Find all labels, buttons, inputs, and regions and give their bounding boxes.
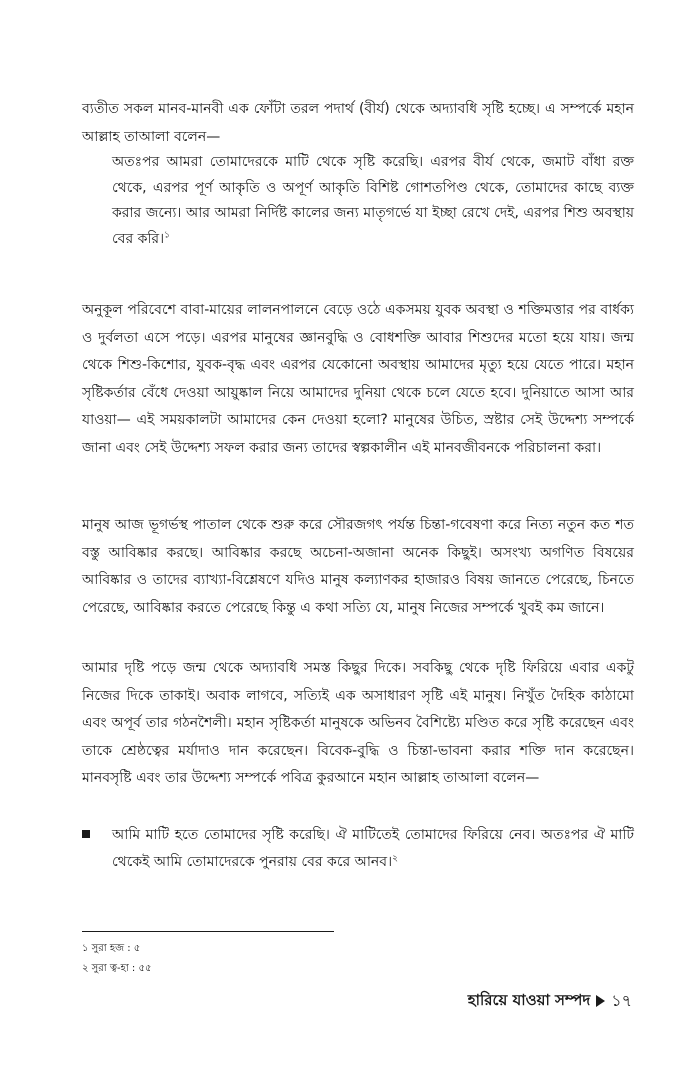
footnote-ref-2: ২ <box>392 853 398 864</box>
quote-1-text: অতঃপর আমরা তোমাদেরকে মাটি থেকে সৃষ্টি করেছি। এরপর বীর্য থেকে, জমাট বাঁধা রক্ত থেকে, এরপর পূর্ণ আকৃতি ও অপূর্ণ আকৃতি বিশিষ্ট গোশতপিণ্ড থেকে, তোমাদের কাছে ব্যক্ত করার জন্যে। আর আমরা নির্দিষ্ট কালের জন্য মাতৃগর্ভে যা ইচ্ছা রেখে দেই, এরপর শিশু অবস্থায় বের করি। <box>112 154 634 247</box>
triangle-right-icon <box>596 995 605 1007</box>
book-title: হারিয়ে যাওয়া সম্পদ <box>467 990 591 1009</box>
quote-2-text: আমি মাটি হতে তোমাদের সৃষ্টি করেছি। ঐ মাটিতেই তোমাদের ফিরিয়ে নেব। অতঃপর ঐ মাটি থেকেই আমি তোমাদেরকে পুনরায় বের করে আনব। <box>112 827 634 870</box>
footnote-2: ২ সুরা ত্ব-হা : ৫৫ <box>82 963 152 974</box>
paragraph-4: আমার দৃষ্টি পড়ে জন্ম থেকে অদ্যাবধি সমস্ত কিছুর দিকে। সবকিছু থেকে দৃষ্টি ফিরিয়ে এবার একটু নিজের দিকে তাকাই। অবাক লাগবে, সত্যিই এক অসাধারণ সৃষ্টি এই মানুষ। নিখুঁত দৈহিক কাঠামো এবং অপূর্ব তার গঠনশৈলী। মহান সৃষ্টিকর্তা মানুষকে অভিনব বৈশিষ্ট্যে মণ্ডিত করে সৃষ্টি করেছেন এবং তাকে শ্রেষ্ঠত্বের মর্যাদাও দান করেছেন। বিবেক-বুদ্ধি ও চিন্তা-ভাবনা করার শক্তি দান করেছেন। মানবসৃষ্টি এবং তার উদ্দেশ্য সম্পর্কে পবিত্র কুরআনে মহান আল্লাহ তাআলা বলেন— <box>82 660 634 786</box>
footnote-1: ১ সুরা হজ : ৫ <box>82 943 141 954</box>
footnote-divider <box>82 931 334 932</box>
quote-2 <box>112 822 634 876</box>
page-number: ১৭ <box>611 990 632 1010</box>
paragraph-1: ব্যতীত সকল মানব-মানবী এক ফোঁটা তরল পদার্থ (বীর্য) থেকে অদ্যাবধি সৃষ্টি হচ্ছে। এ সম্পর্কে মহান আল্লাহ তাআলা বলেন— <box>82 101 634 145</box>
footnote-ref-1: ১ <box>164 230 170 241</box>
square-bullet-icon <box>82 830 90 838</box>
paragraph-2: অনুকূল পরিবেশে বাবা-মায়ের লালনপালনে বেড়ে ওঠে একসময় যুবক অবস্থা ও শক্তিমত্তার পর বার্ধক্য ও দুর্বলতা এসে পড়ে। এরপর মানুষের জ্ঞানবুদ্ধি ও বোধশক্তি আবার শিশুদের মতো হয়ে যায়। জন্ম থেকে শিশু-কিশোর, যুবক-বৃদ্ধ এবং এরপর যেকোনো অবস্থায় আমাদের মৃত্যু হয়ে যেতে পারে। মহান সৃষ্টিকর্তার বেঁধে দেওয়া আয়ুষ্কাল নিয়ে আমাদের দুনিয়া থেকে চলে যেতে হবে। দুনিয়াতে আসা আর যাওয়া— এই সময়কালটা আমাদের কেন দেওয়া হলো? মানুষের উচিত, স্রষ্টার সেই উদ্দেশ্য সম্পর্কে জানা এবং সেই উদ্দেশ্য সফল করার জন্য তাদের স্বল্পকালীন এই মানবজীবনকে পরিচালনা করা। <box>82 302 634 456</box>
paragraph-3: মানুষ আজ ভূগর্ভস্থ পাতাল থেকে শুরু করে সৌরজগৎ পর্যন্ত চিন্তা-গবেষণা করে নিত্য নতুন কত শত বস্তু আবিষ্কার করছে। আবিষ্কার করছে অচেনা-অজানা অনেক কিছুই। অসংখ্য অগণিত বিষয়ের আবিষ্কার ও তাদের ব্যাখ্যা-বিশ্লেষণে যদিও মানুষ কল্যাণকর হাজারও বিষয় জানতে পেরেছে, চিনতে পেরেছে, আবিষ্কার করতে পেরেছে কিন্তু এ কথা সত্যি যে, মানুষ নিজের সম্পর্কে খুবই কম জানে। <box>82 517 634 616</box>
page-footer <box>468 990 632 1012</box>
quote-1 <box>112 150 634 252</box>
